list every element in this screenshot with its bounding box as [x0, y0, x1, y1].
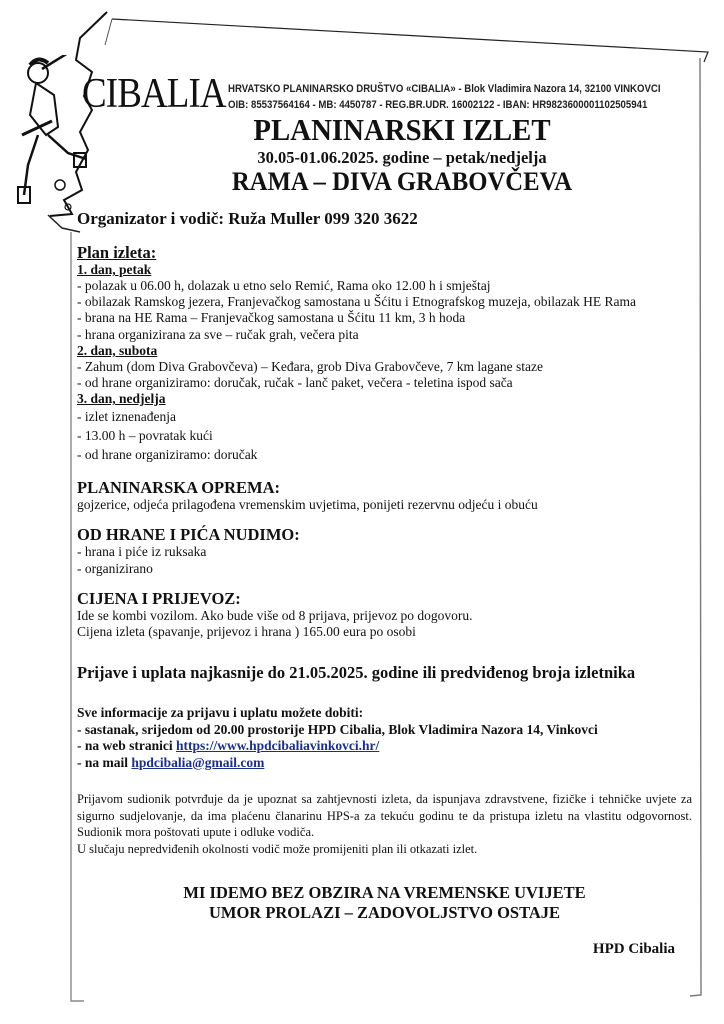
day-1: [77, 262, 692, 343]
plan-item: - Zahum (dom Diva Grabovčeva) – Keđara, grob Diva Grabovčeve, 7 km lagane staze: [77, 358, 543, 374]
document-body: [77, 243, 692, 958]
plan-item: - brana na HE Rama – Franjevačkog samostana u Šćitu 11 km, 3 h hoda: [77, 310, 466, 326]
food-item: - hrana i piće iz ruksaka: [77, 544, 207, 560]
day-label: 3. dan, nedjelja: [77, 391, 166, 407]
signature: HPD Cibalia: [592, 941, 675, 958]
legal-note: U slučaju nepredviđenih okolnosti vodič može promijeniti plan ili otkazati izlet.: [77, 841, 478, 856]
logo-text: CIBALIA: [82, 71, 226, 117]
food-heading: OD HRANE I PIĆA NUDIMO:: [77, 525, 300, 545]
slogan-line-1: MI IDEMO BEZ OBZIRA NA VREMENSKE UVIJETE: [183, 883, 586, 903]
org-address-line: HRVATSKO PLANINARSKO DRUŠTVO «CIBALIA» - Blok Vladimira Nazora 14, 32100 VINKOVCI: [228, 83, 661, 95]
plan-item: - obilazak Ramskog jezera, Franjevačkog samostana u Šćitu i Etnografskog muzeja, obilazak HE Rama: [77, 294, 636, 310]
day-label: 2. dan, subota: [77, 342, 158, 358]
deadline-notice: Prijave i uplata najkasnije do 21.05.2025. godine ili predviđenog broja izletnika: [77, 663, 636, 683]
plan-item: - od hrane organiziramo: doručak, ručak - lanč paket, večera - teletina ispod sača: [77, 375, 513, 391]
food-item: - organizirano: [77, 560, 153, 576]
email-link[interactable]: hpdcibalia@gmail.com: [131, 754, 265, 770]
organizer-line: Organizator i vodič: Ruža Muller 099 320 3622: [77, 209, 418, 228]
trip-dates: 30.05-01.06.2025. godine – petak/nedjelja: [257, 148, 547, 167]
plan-item: - 13.00 h – povratak kući: [77, 428, 213, 444]
mail-prefix: - na mail: [77, 754, 132, 770]
info-web: [77, 738, 692, 755]
price-heading: CIJENA I PRIJEVOZ:: [77, 588, 241, 608]
plan-item: - hrana organizirana za sve – ručak grah, večera pita: [77, 326, 359, 342]
equipment-text: gojzerice, odjeća prilagođena vremenskim uvjetima, ponijeti rezervnu odjeću i obuću: [77, 497, 538, 513]
equipment-heading: PLANINARSKA OPREMA:: [77, 478, 281, 498]
info-mail: [77, 755, 692, 772]
plan-heading: Plan izleta:: [77, 243, 157, 262]
price-line: Ide se kombi vozilom. Ako bude više od 8 prijava, prijevoz po dogovoru.: [77, 607, 473, 623]
website-link[interactable]: https://www.hpdcibaliavinkovci.hr/: [176, 738, 380, 754]
slogan-line-2: UMOR PROLAZI – ZADOVOLJSTVO OSTAJE: [208, 903, 561, 923]
day-label: 1. dan, petak: [77, 262, 152, 277]
info-heading: Sve informacije za prijavu i uplatu možete dobiti:: [77, 705, 364, 721]
price-line: Cijena izleta (spavanje, prijevoz i hrana ) 165.00 eura po osobi: [77, 624, 416, 640]
day-3: [77, 391, 692, 464]
trip-destination: RAMA – DIVA GRABOVČEVA: [231, 167, 573, 196]
plan-item: - polazak u 06.00 h, dolazak u etno selo Remić, Rama oko 12.00 h i smještaj: [77, 278, 491, 293]
info-meeting: - sastanak, srijedom od 20.00 prostorije HPD Cibalia, Blok Vladimira Nazora 14, Vinkovci: [77, 721, 598, 737]
legal-paragraph: Prijavom sudionik potvrđuje da je upoznat sa zahtjevnosti izleta, da ispunjava zdravstvene, fizičke i tehničke uvjete za sigurno sudjelovanje, da ima plaćenu članarinu HPS-a za tekuću godinu te da pristupa izletu na vlastitu odgovornost. Sudionik mora poštovati upute i odluke vodiča.: [77, 792, 692, 840]
web-prefix: - na web stranici: [77, 738, 176, 754]
day-2: [77, 343, 692, 391]
org-ids-line: OIB: 85537564164 - MB: 4450787 - REG.BR.UDR. 16002122 - IBAN: HR9823600001102505941: [228, 99, 648, 111]
plan-item: - izlet iznenađenja: [77, 409, 176, 425]
plan-item: - od hrane organiziramo: doručak: [77, 447, 258, 463]
page-title: PLANINARSKI IZLET: [253, 112, 551, 147]
